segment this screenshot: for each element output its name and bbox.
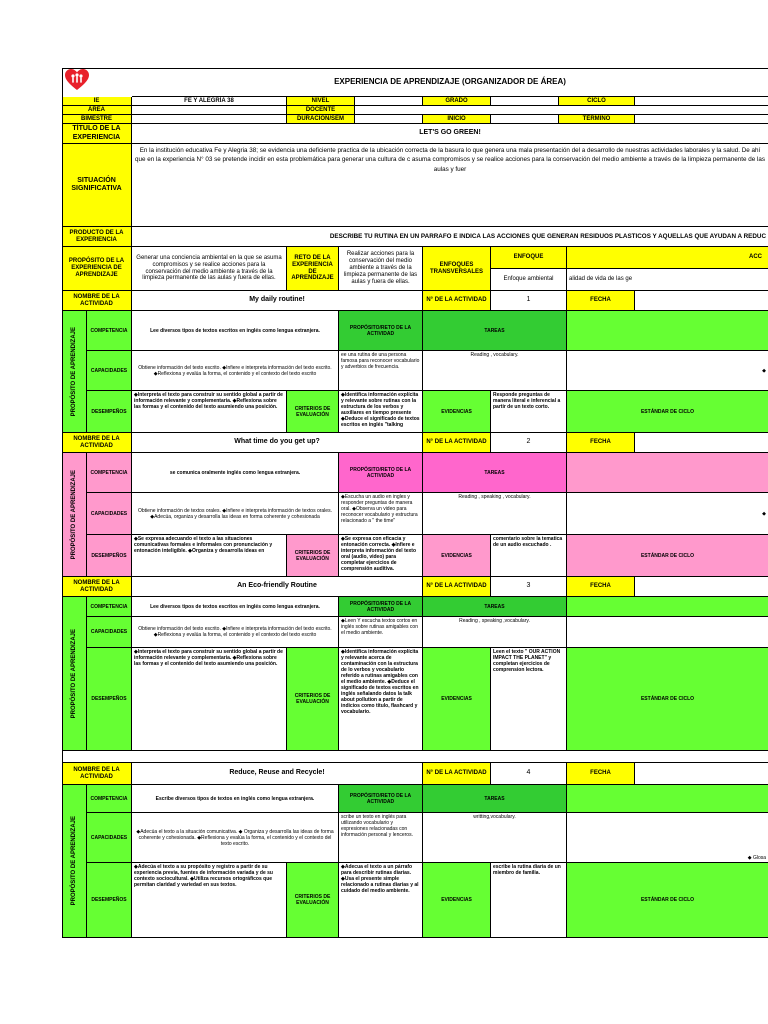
activity-2-proposito-label: PROPÓSITO/RETO DE LA ACTIVIDAD [339, 453, 423, 493]
activity-4-proposito-label: PROPÓSITO/RETO DE LA ACTIVIDAD [339, 785, 423, 813]
area-label: ÁREA [62, 106, 132, 115]
activity-1-competencia: Lee diversos tipos de textos escritos en inglés como lengua extranjera. [132, 311, 339, 351]
activity-2-desempenos: ◆Se expresa adecuando el texto a las situaciones comunicativas formales e informales con pronunciación y entonación inteligible. ◆Organiza y desarrolla ideas en [132, 535, 287, 577]
activity-3-green-fill [567, 597, 768, 617]
activity-3-evidencias: Leen el texto " OUR ACTION IMPACT THE PLANET" y completan ejercicios de comprension lectora. [491, 648, 567, 751]
activity-3-criterios: ◆Identifica información explícita y relevante acerca de contaminación con la estructura de lo verbos y vocabulario referido a rutinas amigables con el medio ambiente. ◆Deduce el significado de textos escritos en inglés señalando datos la talk about pollution a partir de indicios como titulo, flashcard y vocabulario. [339, 648, 423, 751]
activity-2-capacidades-label: CAPACIDADES [87, 493, 132, 535]
activity-3-desempenos: ◆Interpreta el texto para construir su sentido global a partir de información relevante y complementaria. ◆Reflexiona sobre las formas y el contenido del texto asumiendo una posición. [132, 648, 287, 751]
activity-4-estandar-label: ESTÁNDAR DE CICLO [567, 863, 768, 938]
situacion-text: En la institución educativa Fe y Alegria 38; se evidencia una deficiente practica de la ubicación correcta de la basura lo que genera una mala presentación del a desarrollo de nuestras actividades laborales y la salud. De ahí que en la experiencia N° 03 se pretende incidir en esta problemática para generar una cultura de c asuma compromisos y se realice acciones para la conservación del medio ambiente a través de la limpieza permanente de las aulas y fuer [132, 144, 768, 227]
activity-4-tareas: writting,vocabulary. [423, 813, 567, 863]
activity-3-proposito: ◆Leen Y escucha textos cortos en inglés sobre rutinas amigables con el medio ambiente. [339, 617, 423, 648]
activity-4-number-label: N° DE LA ACTIVIDAD [423, 763, 491, 785]
activity-1-green-fill [567, 311, 768, 351]
activity-1-desempenos: ◆Interpreta el texto para construir su sentido global a partir de información relevante y complementaria. ◆Reflexiona sobre las formas y el contenido del texto asumiendo una posición. [132, 391, 287, 433]
activity-1-name: My daily routine! [132, 291, 423, 311]
activity-3-capacidades-label: CAPACIDADES [87, 617, 132, 648]
activity-3-fecha-value [635, 577, 768, 597]
activity-3-fecha-label: FECHA [567, 577, 635, 597]
activity-2-number-label: N° DE LA ACTIVIDAD [423, 433, 491, 453]
nivel-label: NIVEL [287, 97, 355, 106]
reto-text: Realizar acciones para la conservación del medio ambiente a través de la limpieza permanente de las aulas y fuera de ellas. [339, 247, 423, 291]
producto-text: DESCRIBE TU RUTINA EN UN PARRAFO E INDICA LAS ACCIONES QUE GENERAN RESIDUOS PLASTICOS Y AQUELLAS QUE AYUDAN A REDUC [132, 227, 768, 247]
activity-2-competencia-label: COMPETENCIA [87, 453, 132, 493]
activity-4-green-fill [567, 785, 768, 813]
activity-3-number: 3 [491, 577, 567, 597]
activity-1-name-label: NOMBRE DE LA ACTIVIDAD [62, 291, 132, 311]
activity-1-competencia-label: COMPETENCIA [87, 311, 132, 351]
activity-2-criterios-label: CRITERIOS DE EVALUACIÓN [287, 535, 339, 577]
docente-value [355, 106, 768, 115]
bimestre-value [132, 115, 287, 124]
activity-1-evidencias: Responde preguntas de manera literal e inferencial a partir de un texto corto. [491, 391, 567, 433]
activity-1-evidencias-label: EVIDENCIAS [423, 391, 491, 433]
activity-2-tareas: Reading , speaking , vocabulary. [423, 493, 567, 535]
activity-1-desempenos-label: DESEMPEÑOS [87, 391, 132, 433]
grado-label: GRADO [423, 97, 491, 106]
activity-4-competencia-label: COMPETENCIA [87, 785, 132, 813]
activity-4-desempenos: ◆Adecúa el texto a su propósito y registro a partir de su experiencia previa, fuentes de información variada y de su contexto sociocultural. ◆Utiliza recursos ortográficos que permitan claridad y variedad en sus textos. [132, 863, 287, 938]
activity-1-tareas-label: TAREAS [423, 311, 567, 351]
activity-3-tareas-label: TAREAS [423, 597, 567, 617]
nivel-value [355, 97, 423, 106]
activity-2-criterios: ◆Se expresa con eficacia y entonación correcta. ◆Infiere e interpreta información del texto oral (audio, video) para completar ejercicios de comprensión auditiva. [339, 535, 423, 577]
activity-3-competencia: Lee diversos tipos de textos escritos en inglés como lengua extranjera. [132, 597, 339, 617]
activity-3-criterios-label: CRITERIOS DE EVALUACIÓN [287, 648, 339, 751]
activity-4-capacidades: ◆Adecúa el texto a la situación comunicativa. ◆ Organiza y desarrolla las ideas de forma coherente y cohesionada. ◆Reflexiona y evalúa la forma, el contenido y el contexto del texto escrito. [132, 813, 339, 863]
activity-4-side-mark: ◆ Glosa [567, 813, 768, 863]
area-value [132, 106, 287, 115]
reto-label: RETO DE LA EXPERIENCIA DE APRENDIZAJE [287, 247, 339, 291]
spacer-row [62, 751, 768, 763]
activity-2-fecha-value [635, 433, 768, 453]
ie-value: FE Y ALEGRÍA 38 [132, 97, 287, 106]
activity-2-name-label: NOMBRE DE LA ACTIVIDAD [62, 433, 132, 453]
activity-1-number-label: N° DE LA ACTIVIDAD [423, 291, 491, 311]
inicio-label: INICIO [423, 115, 491, 124]
acc-label: ACC [567, 247, 768, 269]
duracion-value [355, 115, 423, 124]
activity-4-criterios: ◆Adecua el texto a un párrafo para describir rutinas diarias. ◆Usa el presente simple relacionado a rutinas diarias y al cuidado del medio ambiente. [339, 863, 423, 938]
activity-3-number-label: N° DE LA ACTIVIDAD [423, 577, 491, 597]
activity-4-competencia: Escribe diversos tipos de textos en inglés como lengua extranjera. [132, 785, 339, 813]
activity-4-proposito-vertical: PROPÓSITO DE APRENDIZAJE [62, 785, 87, 938]
activity-2-tareas-label: TAREAS [423, 453, 567, 493]
activity-1-number: 1 [491, 291, 567, 311]
activity-4-evidencias-label: EVIDENCIAS [423, 863, 491, 938]
activity-1-capacidades-label: CAPACIDADES [87, 351, 132, 391]
activity-4-name-label: NOMBRE DE LA ACTIVIDAD [62, 763, 132, 785]
page-title: EXPERIENCIA DE APRENDIZAJE (ORGANIZADOR DE ÁREA) [132, 68, 768, 97]
activity-4-evidencias: escribe la rutina diaria de un miembro de familia. [491, 863, 567, 938]
producto-label: PRODUCTO DE LA EXPERIENCIA [62, 227, 132, 247]
enfoque-value: Enfoque ambiental [491, 269, 567, 291]
activity-1-proposito: ee una rutina de una persona famosa para reconocer vocabulario y adverbios de frecuencia. [339, 351, 423, 391]
activity-1-estandar-label: ESTÁNDAR DE CICLO [567, 391, 768, 433]
titulo-value: LET'S GO GREEN! [132, 124, 768, 144]
activity-3-capacidades: Obtiene información del texto escrito. ◆Infiere e interpreta información del texto escrito. ◆Reflexiona y evalúa la forma, el contenido y el contexto del texto escrito [132, 617, 339, 648]
activity-3-desempenos-label: DESEMPEÑOS [87, 648, 132, 751]
activity-3-name-label: NOMBRE DE LA ACTIVIDAD [62, 577, 132, 597]
activity-4-desempenos-label: DESEMPEÑOS [87, 863, 132, 938]
activity-3-estandar-label: ESTÁNDAR DE CICLO [567, 648, 768, 751]
docente-label: DOCENTE [287, 106, 355, 115]
activity-3-evidencias-label: EVIDENCIAS [423, 648, 491, 751]
duracion-label: DURACIÓN/SEM [287, 115, 355, 124]
activity-4-fecha-value [635, 763, 768, 785]
enfoques-label: ENFOQUES TRANSVERSALES [423, 247, 491, 291]
activity-2-evidencias-label: EVIDENCIAS [423, 535, 491, 577]
activity-2-side-mark: ◆ [567, 493, 768, 535]
activity-2-competencia: se comunica oralmente inglés como lengua extranjera. [132, 453, 339, 493]
activity-3-name: An Eco-friendly Routine [132, 577, 423, 597]
activity-2-evidencias: comentario sobre la tematica de un audio escuchado . [491, 535, 567, 577]
activity-2-desempenos-label: DESEMPEÑOS [87, 535, 132, 577]
inicio-value [491, 115, 559, 124]
activity-3-competencia-label: COMPETENCIA [87, 597, 132, 617]
activity-2-estandar-label: ESTÁNDAR DE CICLO [567, 535, 768, 577]
activity-2-proposito: ◆Escucha un audio en ingles y responder preguntas de manera oral. ◆Observa un video para reconocer vocabulario y estructura relacionado a " the time" [339, 493, 423, 535]
activity-4-fecha-label: FECHA [567, 763, 635, 785]
activity-4-tareas-label: TAREAS [423, 785, 567, 813]
termino-label: TÉRMINO [559, 115, 635, 124]
activity-3-side-blank [567, 617, 768, 648]
activity-3-tareas: Reading , speaking ,vocabulary. [423, 617, 567, 648]
activity-1-fecha-label: FECHA [567, 291, 635, 311]
activity-2-pink-fill [567, 453, 768, 493]
ie-label: IE [62, 97, 132, 106]
activity-1-fecha-value [635, 291, 768, 311]
titulo-label: TÍTULO DE LA EXPERIENCIA [62, 124, 132, 144]
activity-2-fecha-label: FECHA [567, 433, 635, 453]
activity-2-proposito-vertical: PROPÓSITO DE APRENDIZAJE [62, 453, 87, 577]
activity-4-criterios-label: CRITERIOS DE EVALUACIÓN [287, 863, 339, 938]
activity-3-proposito-vertical: PROPÓSITO DE APRENDIZAJE [62, 597, 87, 751]
activity-4-capacidades-label: CAPACIDADES [87, 813, 132, 863]
bimestre-label: BIMESTRE [62, 115, 132, 124]
activity-1-side-mark: ◆ [567, 351, 768, 391]
learning-experience-sheet [62, 68, 768, 938]
activity-2-name: What time do you get up? [132, 433, 423, 453]
activity-4-number: 4 [491, 763, 567, 785]
activity-2-number: 2 [491, 433, 567, 453]
activity-1-capacidades: Obtiene información del texto escrito. ◆Infiere e interpreta información del texto escrito. ◆Reflexiona y evalúa la forma, el contenido y el contexto del texto escrito [132, 351, 339, 391]
proposito-label: PROPÓSITO DE LA EXPERIENCIA DE APRENDIZAJE [62, 247, 132, 291]
termino-value [635, 115, 768, 124]
proposito-text: Generar una conciencia ambiental en la que se asuma compromisos y se realice acciones para la conservación del medio ambiente a través de la limpieza permanente de las aulas y fuera de ellas. [132, 247, 287, 291]
activity-4-proposito: scribe un texto en inglés para utilizando vocabulario y expresiones relacionadas con información personal y lenceros. [339, 813, 423, 863]
activity-3-proposito-label: PROPÓSITO/RETO DE LA ACTIVIDAD [339, 597, 423, 617]
activity-1-proposito-label: PROPÓSITO/RETO DE LA ACTIVIDAD [339, 311, 423, 351]
situacion-label: SITUACIÓN SIGNIFICATIVA [62, 144, 132, 227]
activity-1-criterios: ◆Identifica información explícita y relevante sobre rutinas con la estructura de los verbos y auxiliares en tiempo presente ◆Deduce el significado de textos escritos en inglés "talking [339, 391, 423, 433]
ciclo-label: CICLO [559, 97, 635, 106]
grado-value [491, 97, 559, 106]
activity-4-name: Reduce, Reuse and Recycle! [132, 763, 423, 785]
acc-value: alidad de vida de las ge [567, 269, 768, 291]
activity-1-tareas: Reading , vocabulary. [423, 351, 567, 391]
activity-1-proposito-vertical: PROPÓSITO DE APRENDIZAJE [62, 311, 87, 433]
enfoque-label: ENFOQUE [491, 247, 567, 269]
activity-1-criterios-label: CRITERIOS DE EVALUACIÓN [287, 391, 339, 433]
ciclo-value [635, 97, 768, 106]
activity-2-capacidades: Obtiene información de textos orales. ◆Infiere e interpreta información de textos orales. ◆Adecúa, organiza y desarrolla las ideas en forma coherente y cohesionada [132, 493, 339, 535]
